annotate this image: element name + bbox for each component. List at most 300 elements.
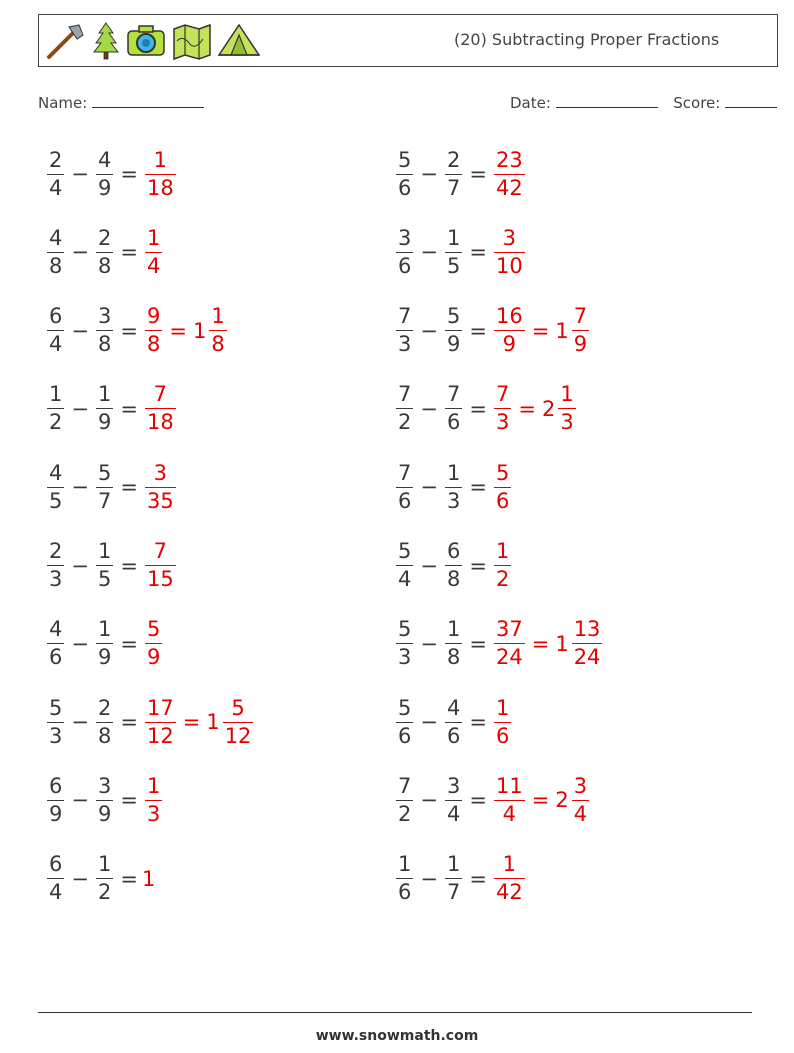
answer-fraction (145, 225, 162, 278)
denominator: 3 (49, 567, 63, 591)
numerator: 7 (153, 539, 168, 563)
numerator: 4 (97, 147, 112, 172)
numerator: 3 (502, 225, 517, 250)
minus-sign: − (71, 475, 89, 500)
denominator: 7 (446, 880, 461, 905)
denominator: 8 (211, 332, 225, 357)
problem-18 (393, 765, 592, 835)
numerator: 5 (97, 460, 112, 485)
denominator: 4 (398, 567, 412, 591)
denominator: 42 (495, 880, 523, 905)
problem-15 (44, 687, 256, 757)
equals-sign: = (120, 788, 138, 813)
denominator: 9 (97, 410, 112, 435)
minuend-fraction (396, 147, 413, 200)
answer (491, 225, 528, 278)
problem-11 (44, 531, 179, 601)
minus-sign: − (420, 788, 438, 813)
minus-sign: − (71, 318, 89, 343)
problem-7 (44, 374, 179, 444)
answer (491, 695, 514, 748)
tree-icon (91, 21, 121, 61)
minus-sign: − (420, 162, 438, 186)
mixed-fraction (223, 695, 254, 748)
numerator: 5 (398, 539, 412, 563)
minus-sign: − (420, 710, 438, 735)
numerator: 1 (495, 695, 510, 720)
equals-sign: = (531, 631, 550, 656)
subtrahend-fraction (445, 147, 462, 200)
answer-fraction (494, 225, 525, 278)
minus-sign: − (71, 240, 89, 265)
mixed-fraction (572, 619, 603, 668)
problem-9 (44, 452, 179, 522)
numerator: 1 (502, 852, 517, 877)
numerator: 1 (446, 852, 461, 877)
minus-sign: − (420, 475, 438, 500)
numerator: 9 (146, 304, 161, 329)
denominator: 4 (446, 801, 461, 826)
answer (491, 541, 514, 590)
denominator: 10 (495, 253, 523, 278)
date-score-fields (510, 93, 777, 112)
map-icon (171, 21, 213, 61)
denominator: 3 (146, 801, 161, 826)
denominator: 4 (49, 880, 63, 905)
numerator: 13 (573, 617, 601, 642)
numerator: 6 (49, 304, 63, 329)
numerator: 4 (49, 225, 63, 250)
denominator: 24 (495, 645, 523, 670)
problem-20 (393, 844, 528, 914)
numerator: 3 (398, 225, 412, 250)
denominator: 4 (146, 253, 161, 278)
denominator: 3 (398, 332, 412, 357)
minuend-fraction (47, 306, 64, 355)
denominator: 4 (573, 801, 588, 826)
denominator: 2 (97, 880, 112, 905)
minuend-fraction (396, 619, 413, 668)
subtrahend-fraction (445, 225, 462, 278)
subtrahend-fraction (445, 695, 462, 748)
answer-fraction (145, 306, 162, 355)
numerator: 5 (398, 695, 412, 720)
minuend-fraction (47, 384, 64, 433)
equals-sign: = (469, 475, 487, 500)
answer-fraction (494, 460, 511, 513)
denominator: 8 (446, 645, 461, 670)
answer-fraction (494, 773, 525, 826)
problem-10 (393, 452, 514, 522)
minuend-fraction (396, 773, 413, 826)
subtrahend-fraction (96, 147, 113, 200)
answer (491, 384, 579, 433)
problem-1 (44, 139, 179, 209)
minuend-fraction (396, 460, 413, 513)
numerator: 7 (398, 382, 412, 407)
minuend-fraction (47, 773, 64, 826)
denominator: 4 (494, 800, 525, 825)
numerator: 1 (49, 382, 63, 407)
numerator: 1 (211, 304, 225, 329)
minus-sign: − (420, 396, 438, 421)
denominator: 6 (49, 645, 63, 670)
date-blank[interactable] (556, 93, 658, 108)
denominator: 4 (49, 175, 63, 200)
denominator: 8 (97, 332, 112, 357)
equals-sign: = (120, 162, 138, 186)
answer-fraction (145, 541, 176, 590)
numerator: 4 (49, 617, 63, 642)
equals-sign: = (120, 318, 138, 343)
denominator: 6 (398, 175, 412, 200)
numerator: 1 (146, 225, 161, 250)
answer (491, 619, 605, 668)
minuend-fraction (47, 854, 64, 903)
name-blank[interactable] (92, 93, 204, 108)
numerator: 1 (97, 382, 112, 407)
denominator: 9 (49, 801, 63, 826)
denominator: 9 (446, 332, 461, 357)
numerator: 1 (560, 382, 574, 407)
denominator: 15 (146, 567, 174, 591)
equals-sign: = (120, 396, 138, 421)
answer-fraction (494, 384, 511, 433)
minus-sign: − (71, 788, 89, 813)
problem-8 (393, 374, 579, 444)
numerator: 1 (446, 617, 461, 642)
equals-sign: = (518, 396, 536, 421)
subtrahend-fraction (96, 854, 113, 903)
name-label: Name: (38, 94, 88, 112)
equals-sign: = (531, 318, 550, 343)
numerator: 1 (146, 773, 161, 798)
denominator: 2 (398, 801, 412, 826)
subtrahend-fraction (96, 619, 113, 668)
problem-6 (393, 296, 592, 366)
mixed-whole: 2 (541, 396, 556, 421)
camera-icon (125, 21, 167, 61)
numerator: 1 (97, 852, 112, 877)
page-title: (20) Subtracting Proper Fractions (454, 30, 720, 49)
numerator: 5 (398, 147, 412, 172)
axe-icon (43, 21, 87, 61)
denominator: 3 (446, 488, 461, 513)
equals-sign: = (169, 318, 187, 343)
numerator: 3 (97, 773, 112, 798)
numerator: 2 (446, 147, 461, 172)
numerator: 1 (495, 539, 510, 563)
numerator: 7 (153, 382, 168, 407)
problem-16 (393, 687, 514, 757)
minus-sign: − (420, 866, 438, 891)
denominator: 35 (146, 488, 174, 513)
numerator: 37 (495, 617, 523, 642)
answer-fraction (494, 854, 525, 903)
numerator: 1 (153, 147, 168, 172)
answer (142, 867, 155, 891)
problem-3 (44, 217, 165, 287)
numerator: 1 (446, 460, 461, 485)
equals-sign: = (469, 866, 487, 891)
numerator: 5 (146, 617, 161, 642)
equals-sign: = (120, 710, 138, 735)
denominator: 3 (560, 410, 574, 435)
numerator: 7 (398, 304, 412, 329)
denominator: 3 (495, 410, 510, 435)
problem-5 (44, 296, 230, 366)
numerator: 2 (49, 147, 63, 172)
answer (491, 306, 592, 355)
numerator: 7 (398, 773, 412, 798)
mixed-fraction (209, 306, 226, 355)
numerator: 17 (146, 695, 174, 720)
denominator: 24 (573, 645, 601, 670)
answer (491, 460, 514, 513)
minus-sign: − (71, 710, 89, 735)
denominator: 6 (495, 488, 510, 513)
numerator: 3 (573, 773, 588, 798)
numerator: 11 (495, 773, 523, 798)
minuend-fraction (396, 695, 413, 748)
equals-sign: = (469, 240, 487, 265)
answer-fraction (494, 541, 511, 590)
minuend-fraction (396, 384, 413, 433)
denominator: 6 (446, 723, 461, 748)
numerator: 5 (446, 304, 461, 329)
denominator: 9 (573, 332, 588, 357)
subtrahend-fraction (445, 460, 462, 513)
numerator: 5 (49, 695, 63, 720)
numerator: 4 (49, 460, 63, 485)
denominator: 6 (398, 723, 412, 748)
minus-sign: − (420, 553, 438, 578)
problem-14 (393, 609, 605, 679)
denominator: 7 (97, 488, 112, 513)
mixed-whole: 1 (192, 318, 207, 343)
date-label: Date: (510, 94, 551, 112)
numerator: 7 (446, 382, 461, 407)
denominator: 6 (398, 880, 412, 905)
subtrahend-fraction (96, 225, 113, 278)
denominator: 8 (446, 567, 461, 591)
denominator: 9 (97, 801, 112, 826)
answer (142, 695, 256, 748)
answer (142, 225, 165, 278)
numerator: 4 (446, 695, 461, 720)
answer (491, 854, 528, 903)
answer (491, 147, 528, 200)
numerator: 3 (97, 304, 112, 329)
answer (491, 773, 592, 826)
mixed-fraction (558, 384, 575, 433)
denominator: 6 (398, 488, 412, 513)
minuend-fraction (396, 306, 413, 355)
numerator: 6 (49, 773, 63, 798)
subtrahend-fraction (445, 384, 462, 433)
mixed-whole: 1 (555, 318, 569, 343)
answer-fraction (494, 147, 525, 200)
equals-sign: = (469, 318, 487, 343)
denominator: 6 (398, 253, 412, 278)
denominator: 42 (495, 175, 523, 200)
minuend-fraction (47, 695, 64, 748)
minus-sign: − (71, 866, 89, 891)
denominator: 9 (97, 645, 112, 670)
answer-fraction (145, 460, 176, 513)
mixed-whole: 2 (555, 788, 569, 813)
answer (142, 460, 179, 513)
numerator: 3 (446, 773, 461, 798)
answer-fraction (494, 695, 511, 748)
answer-fraction (145, 619, 162, 668)
answer-fraction (145, 695, 176, 748)
header-box (38, 14, 778, 67)
minuend-fraction (47, 619, 64, 668)
subtrahend-fraction (96, 773, 113, 826)
denominator: 5 (446, 253, 461, 278)
minuend-fraction (396, 225, 413, 278)
minuend-fraction (396, 854, 413, 903)
denominator: 9 (146, 645, 161, 670)
answer-whole: 1 (141, 866, 156, 891)
denominator: 2 (495, 567, 510, 591)
numerator: 2 (97, 695, 112, 720)
numerator: 5 (231, 695, 245, 720)
denominator: 7 (446, 175, 461, 200)
answer (142, 384, 179, 433)
answer (142, 619, 165, 668)
mixed-whole: 1 (555, 631, 569, 656)
minus-sign: − (71, 553, 89, 578)
answer-fraction (494, 306, 525, 355)
numerator: 5 (398, 617, 412, 642)
answer-fraction (145, 773, 162, 826)
numerator: 5 (495, 460, 510, 485)
numerator: 7 (398, 460, 412, 485)
numerator: 1 (398, 852, 412, 877)
subtrahend-fraction (96, 460, 113, 513)
minus-sign: − (71, 162, 89, 186)
denominator: 6 (446, 410, 461, 435)
numerator: 7 (573, 304, 588, 329)
denominator: 3 (49, 723, 63, 748)
denominator: 8 (97, 253, 112, 278)
subtrahend-fraction (445, 854, 462, 903)
numerator: 1 (446, 225, 461, 250)
denominator: 8 (49, 253, 63, 278)
header-icons (43, 21, 261, 61)
denominator: 9 (494, 330, 525, 355)
problem-2 (393, 139, 528, 209)
problem-4 (393, 217, 528, 287)
mixed-fraction (572, 306, 589, 355)
denominator: 12 (224, 723, 252, 748)
numerator: 1 (97, 617, 112, 642)
denominator: 5 (97, 567, 112, 591)
subtrahend-fraction (96, 541, 113, 590)
denominator: 6 (495, 723, 510, 748)
numerator: 23 (495, 147, 523, 172)
footer-url: www.snowmath.com (315, 1028, 479, 1044)
equals-sign: = (120, 553, 138, 578)
tent-icon (217, 21, 261, 61)
numerator: 1 (97, 539, 112, 563)
minus-sign: − (71, 631, 89, 656)
equals-sign: = (531, 788, 550, 813)
minuend-fraction (47, 460, 64, 513)
equals-sign: = (120, 240, 138, 265)
score-blank[interactable] (725, 93, 777, 108)
subtrahend-fraction (445, 773, 462, 826)
equals-sign: = (469, 631, 487, 656)
numerator: 2 (97, 225, 112, 250)
denominator: 3 (398, 645, 412, 670)
denominator: 4 (49, 332, 63, 357)
footer-divider (38, 1012, 752, 1013)
numerator: 16 (495, 304, 523, 329)
answer (142, 541, 179, 590)
mixed-fraction (572, 773, 589, 826)
subtrahend-fraction (445, 541, 462, 590)
subtrahend-fraction (96, 384, 113, 433)
subtrahend-fraction (445, 306, 462, 355)
name-field (38, 93, 204, 112)
subtrahend-fraction (96, 306, 113, 355)
minus-sign: − (420, 240, 438, 265)
minuend-fraction (47, 147, 64, 200)
numerator: 2 (49, 539, 63, 563)
denominator: 9 (97, 175, 112, 200)
minus-sign: − (420, 631, 438, 656)
minuend-fraction (47, 541, 64, 590)
answer (142, 773, 165, 826)
minus-sign: − (71, 396, 89, 421)
answer (142, 306, 230, 355)
denominator: 18 (146, 410, 174, 435)
denominator: 8 (97, 723, 112, 748)
equals-sign: = (469, 553, 487, 578)
numerator: 3 (153, 460, 168, 485)
problem-12 (393, 531, 514, 601)
equals-sign: = (120, 631, 138, 656)
problem-17 (44, 765, 165, 835)
minuend-fraction (396, 541, 413, 590)
problem-19 (44, 844, 155, 914)
numerator: 7 (495, 382, 510, 407)
score-label: Score: (673, 94, 721, 112)
answer-fraction (145, 147, 176, 200)
equals-sign: = (182, 710, 201, 735)
equals-sign: = (120, 475, 138, 500)
equals-sign: = (469, 710, 487, 735)
denominator: 2 (49, 410, 63, 435)
minuend-fraction (47, 225, 64, 278)
numerator: 6 (446, 539, 461, 563)
minus-sign: − (420, 318, 438, 343)
numerator: 6 (49, 852, 63, 877)
equals-sign: = (469, 162, 487, 186)
denominator: 8 (146, 332, 161, 357)
problem-13 (44, 609, 165, 679)
answer (142, 147, 179, 200)
denominator: 5 (49, 488, 63, 513)
equals-sign: = (469, 396, 487, 421)
denominator: 18 (146, 175, 174, 200)
equals-sign: = (120, 866, 138, 891)
subtrahend-fraction (96, 695, 113, 748)
denominator: 2 (398, 410, 412, 435)
